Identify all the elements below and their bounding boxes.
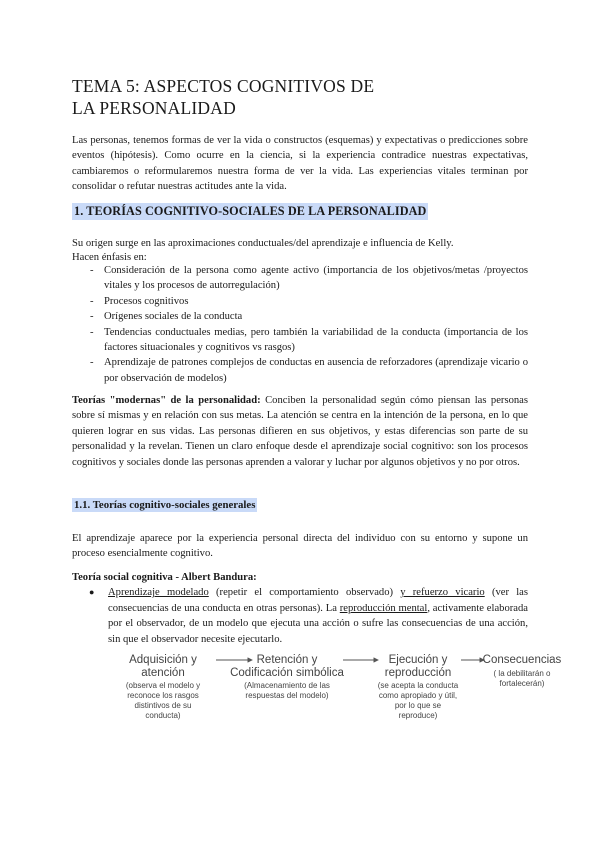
title-line-2: LA PERSONALIDAD: [72, 98, 236, 118]
list-item: [72, 309, 528, 324]
page-title: [72, 75, 492, 119]
diagram-stage-acquisition: [126, 654, 200, 720]
title-line-1: TEMA 5: ASPECTOS COGNITIVOS DE: [72, 76, 375, 96]
stage-desc: conducta): [145, 711, 181, 720]
emphasis-list: [72, 263, 528, 386]
modern-theories-label: Teorías "modernas" de la personalidad:: [72, 395, 261, 406]
mental-reproduction-term: reproducción mental: [339, 602, 428, 614]
learning-paragraph: El aprendizaje aparece por la experiencia personal directa del individuo con su entorno y supone un proceso esencialmente cognitivo.: [72, 533, 528, 560]
stage-desc: distintivos de su: [134, 701, 192, 710]
list-item-text: Tendencias conductuales medias, pero también la variabilidad de la conducta (importancia de los factores situacionales y cognitivos vs rasgos): [104, 326, 528, 354]
stage-desc: respuestas del modelo): [245, 691, 329, 700]
stage-title: atención: [141, 667, 185, 679]
bandura-block: [72, 570, 528, 647]
stage-desc: reconoce los rasgos: [127, 691, 199, 700]
stage-title: Adquisición y: [129, 654, 197, 666]
bandura-heading: Teoría social cognitiva - Albert Bandura:: [72, 572, 257, 583]
bandura-process-diagram: [112, 651, 562, 729]
bandura-text-3: , activamente elaborada por el observador, de un modelo que ejecuta una acción o sufre las consecuencias de una acción, sin que el observador necesite ejecutarlo.: [108, 602, 528, 645]
list-item: [72, 294, 528, 309]
bullet-icon: ●: [89, 587, 95, 598]
stage-desc: como apropiado y útil,: [378, 691, 458, 700]
dash-mark: -: [90, 357, 94, 369]
diagram-stage-execution: [378, 654, 459, 720]
stage-desc: (observa el modelo y: [125, 681, 201, 690]
stage-title: reproducción: [384, 667, 452, 679]
diagram-stage-retention: [230, 654, 344, 700]
stage-title: Codificación simbólica: [230, 667, 344, 679]
list-item-text: Orígenes sociales de la conducta: [104, 311, 243, 323]
origin-paragraph: Su origen surge en las aproximaciones conductuales/del aprendizaje e influencia de Kelly.: [72, 238, 454, 249]
stage-title: Consecuencias: [482, 654, 562, 666]
modern-theories-paragraph: [72, 393, 528, 470]
stage-title: Retención y: [256, 654, 318, 666]
list-item: [72, 263, 528, 294]
section-1-heading: 1. TEORÍAS COGNITIVO-SOCIALES DE LA PERSONALIDAD: [74, 204, 427, 218]
bandura-bullet: [72, 585, 528, 647]
modern-theories-text: Conciben la personalidad según cómo piensan las personas sobre sí mismas y en relación con sus metas. La atención se centra en la intención de la persona, en lo que quieren lograr en sus vidas. Las personas difieren en sus objetivos, y estas diferencias son parte de su personalidad y la revelan. Tienen un claro enfoque desde el aprendizaje social cognitivo: son los procesos cognitivos y sociales donde las personas aprenden a valorar y luchar por algunos objetivos y no por otros.: [72, 395, 528, 468]
dash-mark: -: [90, 265, 94, 276]
dash-mark: -: [90, 311, 94, 323]
stage-desc: (se acepta la conducta: [377, 681, 459, 690]
intro-paragraph: Las personas, tenemos formas de ver la vida o constructos (esquemas) y expectativas o predicciones sobre eventos (hipótesis). Como ocurre en la ciencia, si la experiencia contradice nuestras expectativas, cambiaremos o reformularemos nuestra forma de ver la vida. Las experiencias vitales terminan por consolidar o refutar nuestras actitudes ante la vida.: [72, 135, 528, 193]
dash-mark: -: [90, 326, 94, 338]
list-item-text: Aprendizaje de patrones complejos de conductas en ausencia de reforzadores (aprendizaje vicario o por observación de modelos): [104, 357, 528, 384]
list-item-text: Procesos cognitivos: [104, 295, 189, 307]
list-item-text: Consideración de la persona como agente activo (importancia de los objetivos/metas /proyectos vitales y los procesos de autorregulación): [104, 265, 528, 292]
list-item: [72, 325, 528, 356]
stage-title: Ejecución y: [388, 654, 448, 666]
stage-desc: ( la debilitarán o: [493, 669, 551, 678]
diagram-stage-consequences: [483, 654, 562, 688]
stage-desc: reproduce): [398, 711, 438, 720]
section-1-1-heading: 1.1. Teorías cognitivo-sociales generales: [74, 499, 256, 511]
stage-desc: fortalecerán): [499, 679, 545, 688]
bandura-text-2: (ver las consecuencias de una conducta en otras personas). La: [108, 587, 529, 614]
bandura-text-1: (repetir el comportamiento observado): [208, 587, 401, 599]
emphasis-label: Hacen énfasis en:: [72, 252, 147, 263]
modeled-learning-term: Aprendizaje modelado: [108, 587, 209, 599]
vicarious-reinforcement-term: y refuerzo vicario: [400, 587, 485, 599]
stage-desc: por lo que se: [394, 701, 442, 710]
list-item: [72, 355, 528, 386]
dash-mark: -: [90, 295, 94, 307]
stage-desc: (Almacenamiento de las: [244, 681, 330, 690]
